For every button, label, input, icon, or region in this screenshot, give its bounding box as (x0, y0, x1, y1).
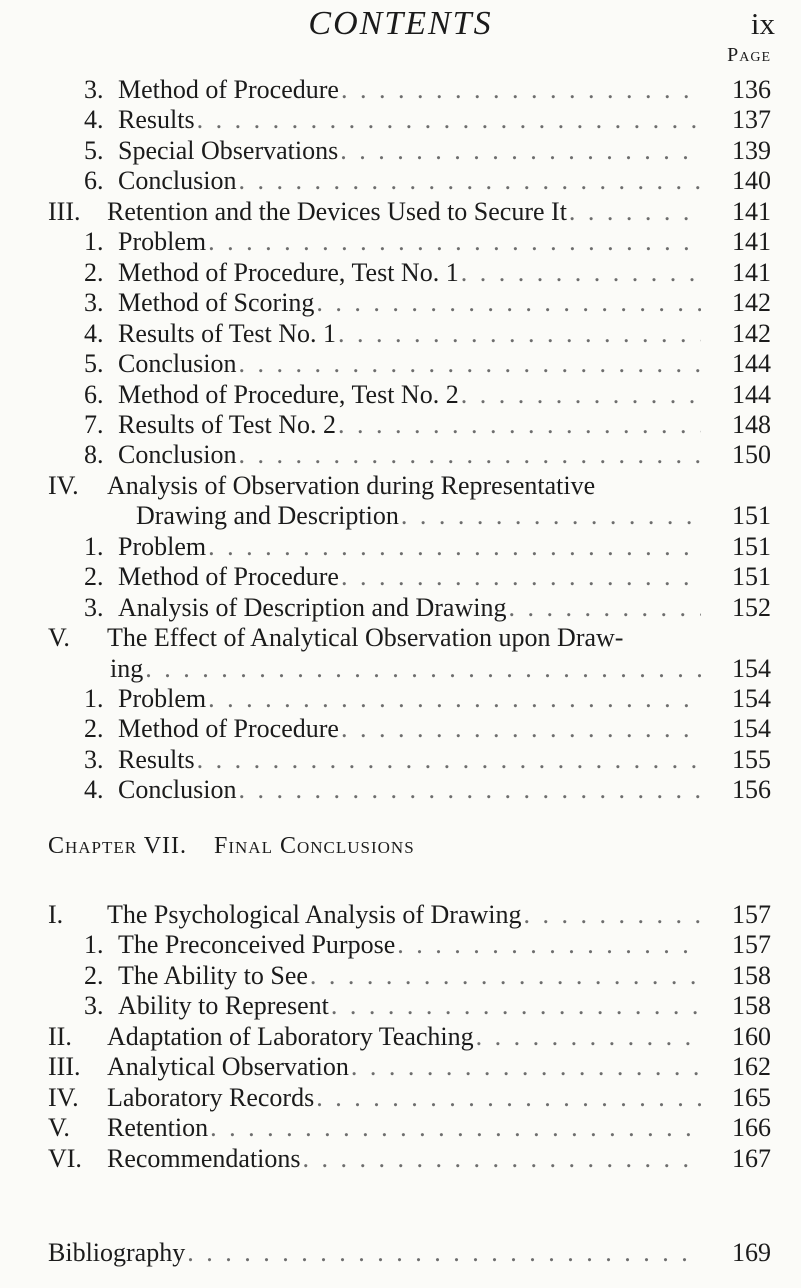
toc-entry (0, 258, 801, 288)
toc-entry-label: Problem (118, 531, 207, 561)
toc-entry (0, 532, 801, 562)
toc-entry-label: The Preconceived Purpose (118, 930, 396, 960)
toc-entry (0, 197, 801, 227)
toc-entry-label: Conclusion (118, 166, 237, 196)
toc-entry-page: 144 (732, 379, 771, 409)
toc-entry-label: Drawing and Description (136, 501, 399, 531)
toc-entry-label: Method of Procedure (118, 75, 339, 104)
toc-entry-page: 156 (732, 775, 771, 805)
toc-entry-label: Method of Scoring (118, 288, 315, 318)
toc-entry-label: Method of Procedure (118, 562, 339, 592)
toc-entry-label: The Psychological Analysis of Drawing (107, 900, 522, 929)
toc-entry-page: 141 (732, 196, 771, 226)
toc-entry-bibliography (0, 1238, 801, 1268)
toc-entry-page: 154 (732, 714, 771, 744)
toc-entry-page: 152 (732, 592, 771, 622)
toc-entry-page: 142 (732, 318, 771, 348)
toc-entry-number: 3. (84, 75, 104, 104)
toc-entry-number: 1. (84, 531, 104, 561)
toc-entry (0, 136, 801, 166)
toc-entry-number: IV. (48, 470, 79, 500)
toc-entry (0, 440, 801, 470)
toc-entry-label: Results (118, 105, 195, 135)
toc-entry-label: Method of Procedure (118, 714, 339, 744)
toc-entry-number: 2. (84, 257, 104, 287)
toc-entry (0, 75, 801, 105)
toc-entry-page: 142 (732, 288, 771, 318)
toc-entry (0, 501, 801, 531)
toc-entry-number: 3. (84, 744, 104, 774)
toc-entry-number: 5. (84, 349, 104, 379)
toc-entry (0, 930, 801, 960)
toc-entry-label: Ability to Represent (118, 991, 329, 1021)
toc-entry-label: Recommendations (107, 1143, 301, 1173)
toc-entry-number: 2. (84, 714, 104, 744)
toc-entry-page: 158 (732, 960, 771, 990)
toc-entry (0, 410, 801, 440)
toc-entry-number: 3. (84, 991, 104, 1021)
toc-entry-label: Retention (107, 1113, 209, 1143)
toc-entry-number: IV. (48, 1082, 79, 1112)
toc-entry-page: 154 (732, 653, 771, 683)
running-title: CONTENTS (308, 5, 493, 42)
toc-entry-page: 141 (732, 227, 771, 257)
toc-entry (0, 471, 801, 501)
toc-entry-page: 140 (732, 166, 771, 196)
toc-entry-label: Analytical Observation (107, 1052, 349, 1082)
toc-entry (0, 775, 801, 805)
toc-entry-page: 151 (732, 501, 771, 531)
toc-entry (0, 380, 801, 410)
toc-entry-number: 1. (84, 227, 104, 257)
chapter-label: Chapter VII. (48, 833, 188, 859)
toc-entry-label: Problem (118, 684, 207, 713)
toc-entry-number: III. (48, 1052, 81, 1082)
toc-entry-number: VI. (48, 1143, 82, 1173)
toc-entry-number: 5. (84, 135, 104, 165)
toc-entry-page: 157 (732, 900, 771, 929)
toc-entry (0, 562, 801, 592)
toc-entry (0, 745, 801, 775)
toc-entry-label: Bibliography (48, 1238, 186, 1267)
toc-entry-page: 157 (732, 930, 771, 960)
toc-entry-label: The Ability to See (118, 960, 308, 990)
toc-entry-number: 8. (84, 440, 104, 470)
toc-entry (0, 684, 801, 714)
toc-entry-label: Method of Procedure, Test No. 1 (118, 257, 459, 287)
toc-entry (0, 1113, 801, 1143)
toc-entry-page: 167 (732, 1143, 771, 1173)
toc-entry-number: 1. (84, 684, 104, 713)
toc-entry-page: 162 (732, 1052, 771, 1082)
toc-entry-label: Method of Procedure, Test No. 2 (118, 379, 459, 409)
toc-entry-label: The Effect of Analytical Observation upon Draw- (107, 623, 624, 653)
toc-entry-label: Conclusion (118, 440, 237, 470)
toc-entry-number: 6. (84, 379, 104, 409)
toc-entry-number: 7. (84, 409, 104, 439)
toc-entry-number: 4. (84, 105, 104, 135)
toc-entry-number: 4. (84, 775, 104, 805)
toc-entry-label: Conclusion (118, 349, 237, 379)
toc-entry (0, 623, 801, 653)
toc-entry-number: II. (48, 1021, 72, 1051)
toc-entry-label: Adaptation of Laboratory Teaching (107, 1021, 474, 1051)
toc-entry-page: 148 (732, 409, 771, 439)
toc-entry-label: Special Observations (118, 135, 339, 165)
toc-entry (0, 900, 801, 930)
toc-entry-number: 1. (84, 930, 104, 960)
toc-entry-number: 2. (84, 960, 104, 990)
toc-entry-number: 4. (84, 318, 104, 348)
chapter-title: Final Conclusions (214, 833, 415, 859)
toc-entry-number: 2. (84, 562, 104, 592)
toc-entry-page: 160 (732, 1021, 771, 1051)
toc-entry-number: 3. (84, 288, 104, 318)
toc-entry-label: Analysis of Observation during Representative (107, 470, 596, 500)
toc-entry-number: V. (48, 623, 70, 653)
toc-entry-label: Retention and the Devices Used to Secure It (107, 196, 567, 226)
toc-entry-page: 151 (732, 562, 771, 592)
toc-entry-page: 150 (732, 440, 771, 470)
toc-entry-page: 144 (732, 349, 771, 379)
page-column-label: Page (727, 44, 771, 66)
toc-entry (0, 593, 801, 623)
toc-entry (0, 991, 801, 1021)
toc-entry (0, 166, 801, 196)
toc-entry-label: Results (118, 744, 195, 774)
toc-entry-number: III. (48, 196, 81, 226)
toc-entry-page: 136 (732, 75, 771, 104)
toc-entry-number: I. (48, 900, 64, 929)
toc-entry-label: Analysis of Description and Drawing (118, 592, 507, 622)
toc-entry-page: 166 (732, 1113, 771, 1143)
toc-entry-number: V. (48, 1113, 70, 1143)
toc-entry-number: 6. (84, 166, 104, 196)
toc-entry-label: Conclusion (118, 775, 237, 805)
toc-entry (0, 961, 801, 991)
page-folio: ix (750, 6, 775, 41)
toc-entry (0, 105, 801, 135)
toc-entry-label: Problem (118, 227, 207, 257)
chapter-heading (48, 831, 415, 861)
toc-entry (0, 319, 801, 349)
toc-entry-page: 137 (732, 105, 771, 135)
toc-entry (0, 349, 801, 379)
toc-entry-page: 139 (732, 135, 771, 165)
toc-entry-label: Results of Test No. 1 (118, 318, 336, 348)
toc-entry-page: 151 (732, 531, 771, 561)
toc-entry (0, 714, 801, 744)
toc-entry-number: 3. (84, 592, 104, 622)
toc-entry-page: 154 (732, 684, 771, 713)
page-header (0, 0, 801, 66)
toc-entry (0, 288, 801, 318)
toc-entry-label: Results of Test No. 2 (118, 409, 336, 439)
toc-entry-label: Laboratory Records (107, 1082, 315, 1112)
toc-entry (0, 227, 801, 257)
toc-entry-page: 155 (732, 744, 771, 774)
toc-entry-page: 158 (732, 991, 771, 1021)
toc-entry (0, 1144, 801, 1174)
toc-entry-page: 169 (732, 1238, 771, 1267)
toc-entry (0, 1052, 801, 1082)
toc-entry (0, 1083, 801, 1113)
toc-entry-page: 165 (732, 1082, 771, 1112)
toc-entry (0, 654, 801, 684)
toc-entry-page: 141 (732, 257, 771, 287)
toc-entry-label: ing (110, 653, 144, 683)
toc-entry (0, 1022, 801, 1052)
